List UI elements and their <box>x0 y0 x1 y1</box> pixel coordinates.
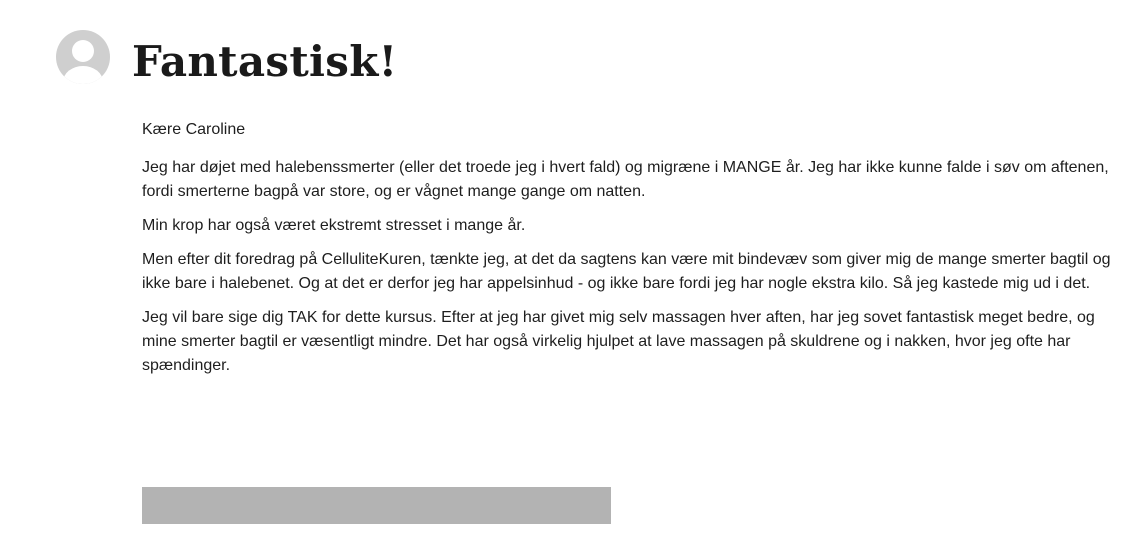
avatar-head <box>72 40 94 62</box>
letter-greeting: Kære Caroline <box>142 121 246 138</box>
letter-paragraph-1: Jeg har døjet med halebenssmerter (eller det troede jeg i hvert fald) og migræne i MANGE år. Jeg har ikke kunne falde i søv om aftenen, fordi smerterne bagpå var store, og er vågnet mange gange om natten. <box>142 159 1109 200</box>
letter-paragraph-2: Min krop har også været ekstremt stresset i mange år. <box>142 217 526 234</box>
testimonial-letter <box>142 118 1112 388</box>
page-title: Fantastisk! <box>132 37 398 86</box>
redacted-signature-bar <box>142 487 611 524</box>
user-avatar-icon <box>56 30 110 84</box>
letter-paragraph-3: Men efter dit foredrag på CelluliteKuren, tænkte jeg, at det da sagtens kan være mit bindevæv som giver mig de mange smerter bagtil og ikke bare i halebenet. Og at det er derfor jeg har appelsinhud - og ikke bare fordi jeg har nogle ekstra kilo. Så jeg kastede mig ud i det. <box>142 251 1111 292</box>
avatar-silhouette <box>56 30 110 84</box>
letter-paragraph-4: Jeg vil bare sige dig TAK for dette kursus. Efter at jeg har givet mig selv massagen hver aften, har jeg sovet fantastisk meget bedre, og mine smerter bagtil er væsentligt mindre. Det har også virkelig hjulpet at lave massagen på skuldrene og i nakken, hvor jeg ofte har spændinger. <box>142 309 1095 374</box>
